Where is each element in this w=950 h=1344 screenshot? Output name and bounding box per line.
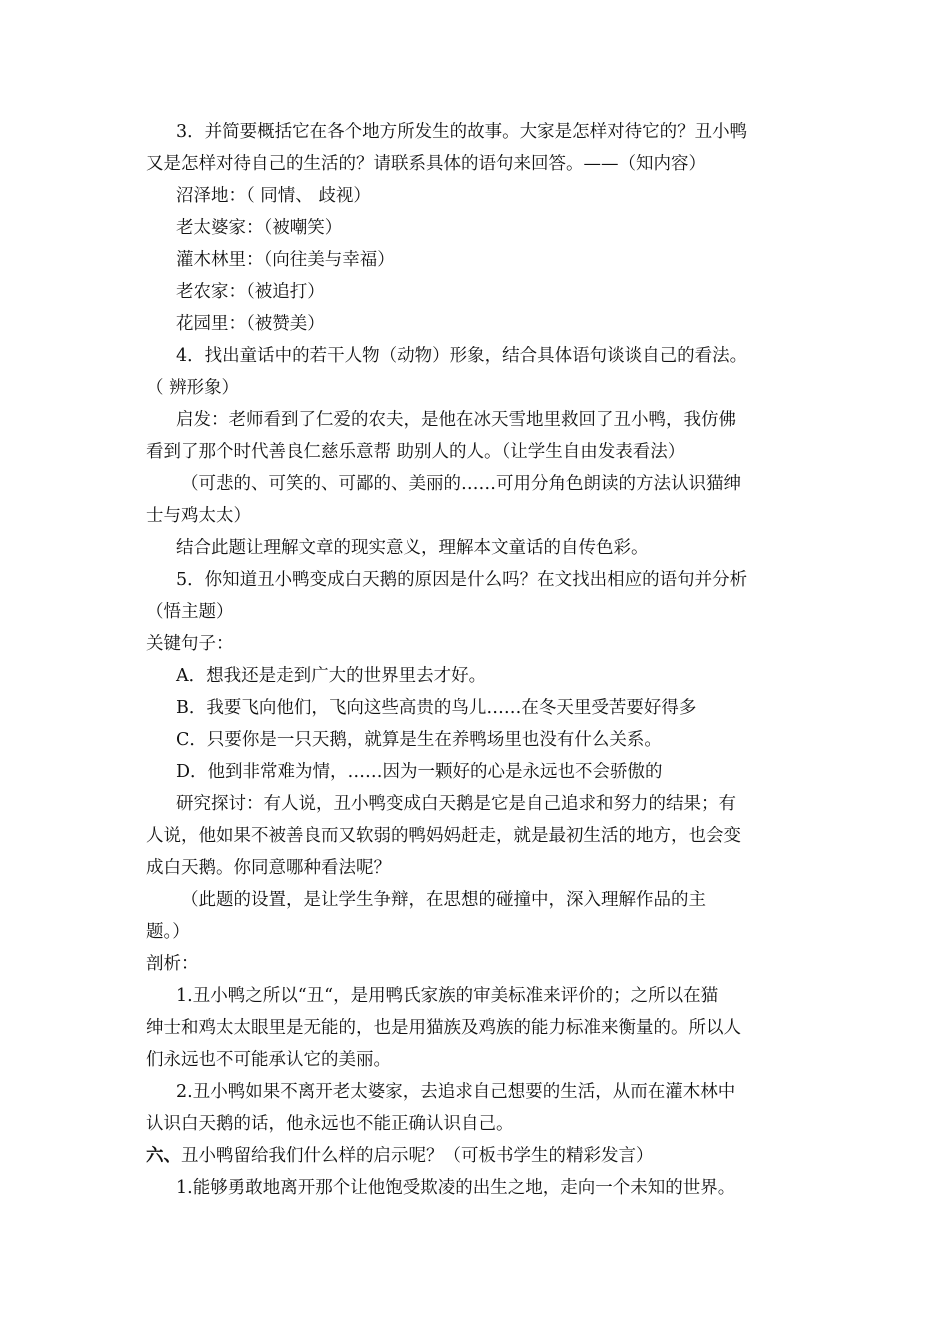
analysis-2-line-1: 2.丑小鸭如果不离开老太婆家，去追求自己想要的生活，从而在灌木林中 xyxy=(176,1082,736,1102)
key-sentence-d: D．他到非常难为情，……因为一颗好的心是永远也不会骄傲的 xyxy=(176,762,663,782)
question-3-line-2: 又是怎样对待自己的生活的？请联系具体的语句来回答。——（知内容） xyxy=(146,154,706,174)
question-4-line-1: 4．找出童话中的若干人物（动物）形象，结合具体语句谈谈自己的看法。 xyxy=(176,346,748,366)
note-line-1: （可悲的、可笑的、可鄙的、美丽的……可用分角色朗读的方法认识猫绅 xyxy=(181,474,741,494)
enlightenment-1: 1.能够勇敢地离开那个让他饱受欺凌的出生之地，走向一个未知的世界。 xyxy=(176,1178,736,1198)
discussion-note-line-2: 题。） xyxy=(146,922,190,942)
analysis-1-line-1: 1.丑小鸭之所以“丑“，是用鸭氏家族的审美标准来评价的；之所以在猫 xyxy=(176,986,719,1006)
analysis-heading: 剖析： xyxy=(146,954,199,974)
place-marsh: 沼泽地：（ 同情、 歧视） xyxy=(176,186,371,206)
question-5-line-1: 5．你知道丑小鸭变成白天鹅的原因是什么吗？在文找出相应的语句并分析 xyxy=(176,570,748,590)
note-line-2: 士与鸡太太） xyxy=(146,506,251,526)
analysis-1-line-3: 们永远也不可能承认它的美丽。 xyxy=(146,1050,391,1070)
key-sentence-c: C．只要你是一只天鹅，就算是生在养鸭场里也没有什么关系。 xyxy=(176,730,662,750)
key-sentence-b: B．我要飞向他们，飞向这些高贵的鸟儿……在冬天里受苦要好得多 xyxy=(176,698,697,718)
discussion-line-2: 人说，他如果不被善良而又软弱的鸭妈妈赶走，就是最初生活的地方，也会变 xyxy=(146,826,741,846)
analysis-1-line-2: 绅士和鸡太太眼里是无能的，也是用猫族及鸡族的能力标准来衡量的。所以人 xyxy=(146,1018,741,1038)
analysis-2-line-2: 认识白天鹅的话，他永远也不能正确认识自己。 xyxy=(146,1114,514,1134)
key-sentences-heading: 关键句子： xyxy=(146,634,234,654)
place-shrubland: 灌木林里：（向往美与幸福） xyxy=(176,250,395,270)
section-6-text: 丑小鸭留给我们什么样的启示呢？（可板书学生的精彩发言） xyxy=(181,1146,654,1166)
question-3-line-1: 3．并简要概括它在各个地方所发生的故事。大家是怎样对待它的？丑小鸭 xyxy=(176,122,748,142)
place-farmer-house: 老农家：（被追打） xyxy=(176,282,325,302)
place-garden: 花园里：（被赞美） xyxy=(176,314,325,334)
section-6-heading xyxy=(146,1144,654,1168)
discussion-line-1: 研究探讨：有人说，丑小鸭变成白天鹅是它是自己追求和努力的结果；有 xyxy=(176,794,736,814)
practical-meaning-line: 结合此题让理解文章的现实意义，理解本文童话的自传色彩。 xyxy=(176,538,649,558)
discussion-note-line-1: （此题的设置，是让学生争辩，在思想的碰撞中，深入理解作品的主 xyxy=(181,890,706,910)
place-old-woman-house: 老太婆家：（被嘲笑） xyxy=(176,218,343,238)
discussion-line-3: 成白天鹅。你同意哪种看法呢？ xyxy=(146,858,391,878)
question-4-line-2: （ 辨形象） xyxy=(146,378,240,398)
inspiration-line-2: 看到了那个时代善良仁慈乐意帮 助别人的人。（让学生自由发表看法） xyxy=(146,442,686,462)
key-sentence-a: A．想我还是走到广大的世界里去才好。 xyxy=(176,666,487,686)
inspiration-line-1: 启发：老师看到了仁爱的农夫，是他在冰天雪地里救回了丑小鸭，我仿佛 xyxy=(176,410,736,430)
section-6-number: 六、 xyxy=(146,1146,181,1166)
question-5-line-2: （悟主题） xyxy=(146,602,234,622)
